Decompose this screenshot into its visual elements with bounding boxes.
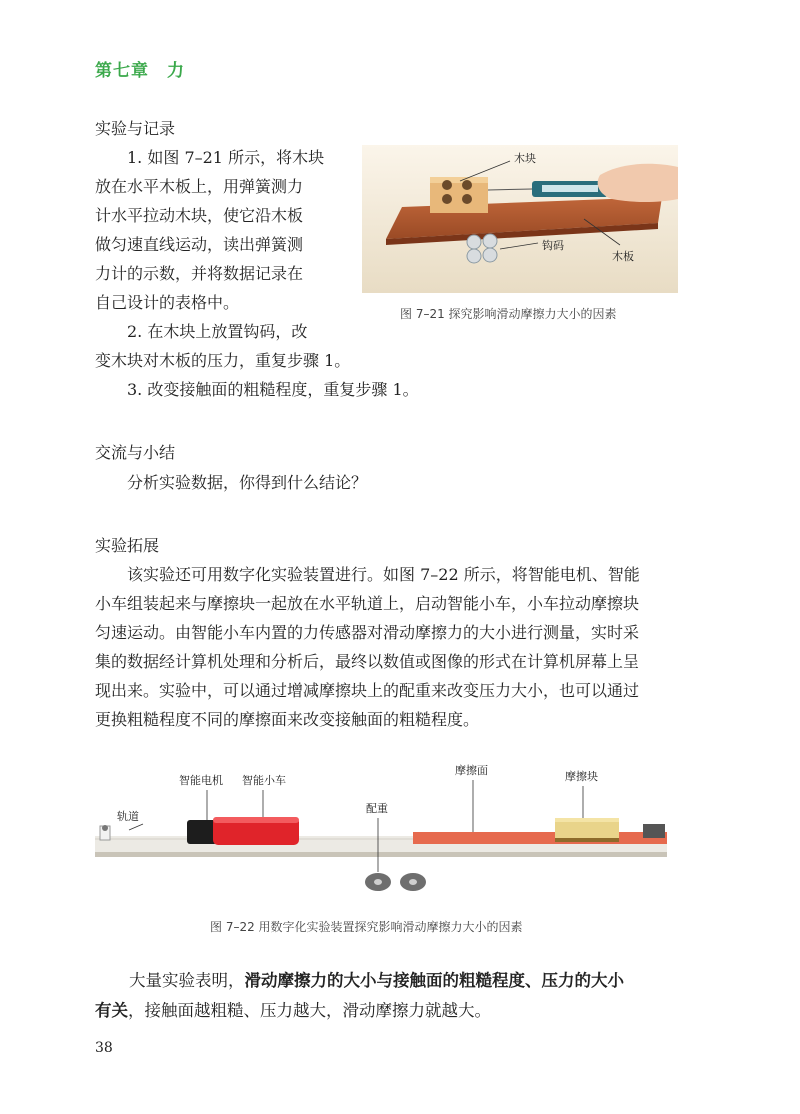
step2-line: 2. 在木块上放置钩码，改 <box>127 322 308 341</box>
conclusion-detail: ，接触面越粗糙、压力越大，滑动摩擦力就越大。 <box>128 1001 491 1020</box>
conclusion-intro: 大量实验表明， <box>129 971 245 990</box>
chapter-title: 第七章 力 <box>95 61 185 81</box>
extension-line: 该实验还可用数字化实验装置进行。如图 7–22 所示，将智能电机、智能 <box>127 565 640 584</box>
extension-line: 小车组装起来与摩擦块一起放在水平轨道上，启动智能小车，小车拉动摩擦块 <box>95 594 640 613</box>
step-2 <box>95 317 515 375</box>
step-1 <box>95 143 365 317</box>
extension-paragraph <box>95 560 705 734</box>
step2-line: 变木块对木板的压力，重复步骤 1。 <box>95 351 351 370</box>
label-weights: 钩码 <box>542 239 564 252</box>
step1-line: 计水平拉动木块，使它沿木板 <box>95 206 304 225</box>
step1-line: 自己设计的表格中。 <box>95 293 240 312</box>
figure-7-21-caption: 图 7–21 探究影响滑动摩擦力大小的因素 <box>400 307 617 321</box>
figure-7-22-photo <box>95 760 675 900</box>
extension-line: 现出来。实验中，可以通过增减摩擦块上的配重来改变压力大小，也可以通过 <box>95 681 640 700</box>
extension-line: 更换粗糙程度不同的摩擦面来改变接触面的粗糙程度。 <box>95 710 480 729</box>
conclusion-key-statement: 滑动摩擦力的大小与接触面的粗糙程度、压力的大小 <box>244 971 624 990</box>
section-heading-experiment: 实验与记录 <box>95 119 176 138</box>
extension-line: 集的数据经计算机处理和分析后，最终以数值或图像的形式在计算机屏幕上呈 <box>95 652 640 671</box>
label-counterweight: 配重 <box>366 802 388 815</box>
figure-7-21-photo <box>362 145 678 293</box>
label-surface: 摩擦面 <box>455 764 488 777</box>
friction-experiment-illustration <box>362 145 678 293</box>
conclusion-key-statement-end: 有关 <box>95 1001 128 1020</box>
label-block: 木块 <box>514 152 536 165</box>
page-number: 38 <box>95 1040 113 1056</box>
figure-7-22-caption: 图 7–22 用数字化实验装置探究影响滑动摩擦力大小的因素 <box>210 920 523 934</box>
section-heading-extension: 实验拓展 <box>95 536 160 555</box>
summary-question: 分析实验数据，你得到什么结论？ <box>127 473 368 492</box>
label-friction-block: 摩擦块 <box>565 770 598 783</box>
label-track: 轨道 <box>117 810 139 823</box>
conclusion-paragraph <box>95 966 715 1026</box>
label-motor: 智能电机 <box>179 774 223 787</box>
label-board: 木板 <box>612 250 634 263</box>
extension-line: 匀速运动。由智能小车内置的力传感器对滑动摩擦力的大小进行测量，实时采 <box>95 623 640 642</box>
section-heading-summary: 交流与小结 <box>95 443 176 462</box>
step1-line: 力计的示数，并将数据记录在 <box>95 264 304 283</box>
step1-line: 1. 如图 7–21 所示，将木块 <box>127 148 325 167</box>
step1-line: 做匀速直线运动，读出弹簧测 <box>95 235 304 254</box>
step-3: 3. 改变接触面的粗糙程度，重复步骤 1。 <box>127 380 419 399</box>
step1-line: 放在水平木板上，用弹簧测力 <box>95 177 304 196</box>
label-cart: 智能小车 <box>242 774 286 787</box>
